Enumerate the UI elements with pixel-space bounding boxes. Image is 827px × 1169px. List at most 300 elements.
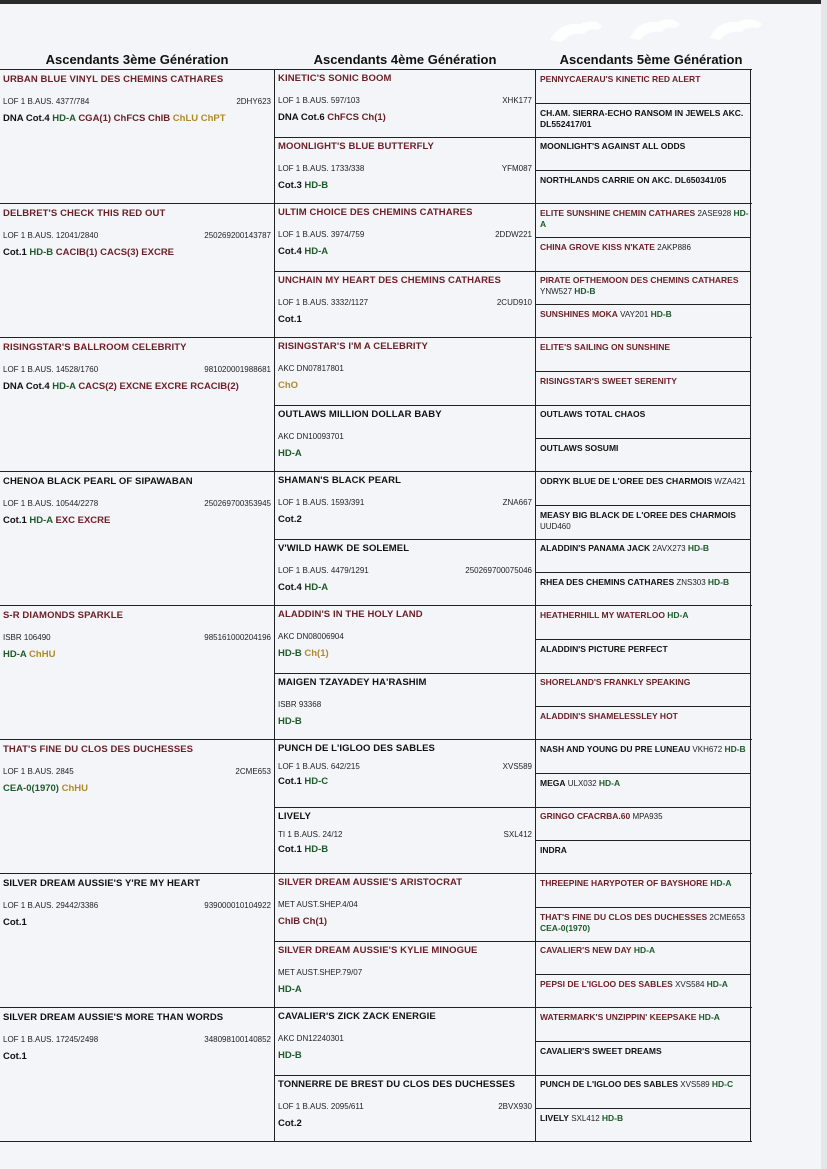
gen4-dam-registration [275,164,535,175]
gen4-sire [275,1008,535,1075]
gen5-entry [536,305,750,320]
gen3-registration-number: LOF 1 B.AUS. 12041/2840 [3,231,99,240]
gen5-ancestor [536,807,750,841]
gen4-sire-registration [275,498,535,509]
gen4-sire-registration [275,364,535,375]
gen4-sire-name: KINETIC'S SONIC BOOM [278,73,392,84]
gen5-health-result: HD-A [598,778,621,788]
gen3-title-segment: Cot.1 [3,917,27,928]
gen4-dam-registration-number: ISBR 93368 [278,700,322,709]
gen5-entry [536,271,750,297]
gen4-sire-titles [275,647,535,661]
gen3-name: CHENOA BLACK PEARL OF SIPAWABAN [3,476,193,487]
gen3-titles [0,112,274,126]
gen5-entry [536,539,750,554]
gen4-column [275,70,536,204]
gen3-id-number: 939000010104922 [204,901,271,910]
gen3-title-segment: ChHU [61,783,88,794]
gen5-entry [536,104,750,130]
gen4-dam-name: LIVELY [278,811,311,822]
gen5-name: ALADDIN'S PANAMA JACK [540,543,651,553]
gen4-dam-name: MAIGEN TZAYADEY HA'RASHIM [278,677,427,688]
gen3-registration-number: LOF 1 B.AUS. 14528/1760 [3,365,99,374]
gen5-name: NORTHLANDS CARRIE ON AKC. DL650341/05 [540,175,727,185]
gen5-ancestor [536,372,750,406]
gen4-dam-titles [275,313,535,327]
gen5-health-result: HD-A [633,945,656,955]
gen5-name: SHORELAND'S FRANKLY SPEAKING [540,677,691,687]
gen4-sire-registration-number: MET AUST.SHEP.4/04 [278,900,358,909]
gen3-name: URBAN BLUE VINYL DES CHEMINS CATHARES [3,74,224,85]
gen5-ancestor [536,707,750,740]
gen5-number: VAY201 [617,310,651,319]
gen3-id-number: 250269200143787 [204,231,271,240]
gen5-entry [536,439,750,454]
gen5-name: HEATHERHILL MY WATERLOO [540,610,665,620]
gen4-sire-name: ULTIM CHOICE DES CHEMINS CATHARES [278,207,473,218]
gen5-ancestor [536,874,750,908]
gen3-id-number: 981020001988681 [204,365,271,374]
gen4-dam-name: UNCHAIN MY HEART DES CHEMINS CATHARES [278,275,501,286]
gen5-name: MOONLIGHT'S AGAINST ALL ODDS [540,141,686,151]
gen4-dam-title-segment: HD-B [304,844,329,855]
gen5-entry [536,740,750,755]
gen4-column [275,204,536,338]
gen4-dam-registration [275,830,535,841]
gen4-dam-id-number: 2BVX930 [498,1102,532,1111]
gen5-number: UUD460 [540,522,571,531]
gen5-number: MPA935 [630,812,663,821]
gen4-sire-id-number: XVS589 [502,762,532,771]
gen3-name: SILVER DREAM AUSSIE'S Y'RE MY HEART [3,878,201,889]
gen3-titles [0,246,274,260]
gen4-dam [275,405,535,473]
gen5-ancestor [536,104,750,138]
gen5-number: VKH672 [690,745,725,754]
gen4-sire-titles [275,775,535,789]
gen4-sire-registration [275,762,535,773]
gen4-dam-titles [275,447,535,461]
gen3-name: THAT'S FINE DU CLOS DES DUCHESSES [3,744,194,755]
gen3-title-segment: HD-A [52,381,79,392]
gen4-sire-registration [275,230,535,241]
gen4-sire-registration-number: LOF 1 B.AUS. 3974/759 [278,230,365,239]
gen5-ancestor [536,975,750,1008]
gen4-sire-titles [275,379,535,393]
gen3-title-segment: CGA(1) ChFCS ChIB [78,113,173,124]
gen3-ancestor [0,606,275,740]
gen3-title-segment: Cot.1 [3,1051,27,1062]
gen5-column [536,70,751,204]
gen4-dam-title-segment: HD-A [278,984,302,995]
gen3-ancestor [0,874,275,1008]
gen5-ancestor [536,70,750,104]
gen3-registration [0,633,274,644]
gen4-dam-title-segment: Cot.1 [278,314,302,325]
gen5-name: CAVALIER'S NEW DAY [540,945,632,955]
gen3-ancestor [0,204,275,338]
gen5-ancestor [536,740,750,774]
gen3-title-segment: HD-A [52,113,79,124]
gen5-name: PIRATE OFTHEMOON DES CHEMINS CATHARES [540,275,739,285]
gen5-number: XVS584 [672,980,707,989]
gen4-sire-title-segment: Cot.1 [278,776,305,787]
gen4-column [275,874,536,1008]
gen5-health-result: HD-A [667,610,689,620]
gen4-dam-registration [275,1102,535,1113]
gen4-dam-name: TONNERRE DE BREST DU CLOS DES DUCHESSES [278,1079,516,1090]
gen4-dam-id-number: YFM087 [501,164,532,173]
gen4-sire-name: SHAMAN'S BLACK PEARL [278,475,402,486]
gen3-id-number: 2DHY623 [236,97,271,106]
pedigree-block [0,69,752,204]
gen5-entry [536,238,750,253]
gen5-ancestor [536,1109,750,1142]
pedigree-block [0,605,752,740]
gen5-entry [536,372,750,387]
gen5-ancestor [536,841,750,874]
gen3-registration-number: LOF 1 B.AUS. 29442/3386 [3,901,99,910]
gen5-health-result: HD-B [574,286,596,296]
gen5-ancestor [536,405,750,439]
gen3-id-number: 985161000204196 [204,633,271,642]
gen5-ancestor [536,640,750,674]
gen4-sire-id-number: ZNA667 [502,498,532,507]
gen5-ancestor [536,1042,750,1076]
pedigree-block [0,873,752,1008]
gen4-sire-titles [275,245,535,259]
gen3-title-segment: EXC EXCRE [55,515,111,526]
gen4-sire-registration [275,96,535,107]
gen5-health-result: HD-B [707,577,730,587]
gen5-name: WATERMARK'S UNZIPPIN' KEEPSAKE [540,1012,697,1022]
gen4-sire-name: SILVER DREAM AUSSIE'S ARISTOCRAT [278,877,463,888]
gen4-dam-titles [275,983,535,997]
gen5-column [536,606,751,740]
gen5-entry [536,908,750,934]
pedigree-block [0,337,752,472]
gen4-dam-title-segment: HD-B [304,180,329,191]
gen4-dam-titles [275,1117,535,1131]
gen5-name: CHINA GROVE KISS N'KATE [540,242,655,252]
gen4-sire-title-segment: HD-C [304,776,329,787]
gen4-dam-id-number: 250269700075046 [465,566,532,575]
gen5-entry [536,673,750,688]
gen5-name: CAVALIER'S SWEET DREAMS [540,1046,662,1056]
gen5-health-result: HD-B [601,1113,624,1123]
page-edge [821,0,827,1169]
gen3-registration-number: LOF 1 B.AUS. 17245/2498 [3,1035,99,1044]
gen3-registration-number: LOF 1 B.AUS. 4377/784 [3,97,90,106]
gen4-dam-registration-number: LOF 1 B.AUS. 1733/338 [278,164,365,173]
gen4-column [275,472,536,606]
gen4-sire-registration [275,632,535,643]
bottom-border [0,1141,752,1142]
gen4-dam-registration-number: TI 1 B.AUS. 24/12 [278,830,343,839]
gen5-name: THAT'S FINE DU CLOS DES DUCHESSES [540,912,708,922]
gen3-ancestor [0,1008,275,1142]
gen3-title-segment: HD-A [29,515,56,526]
gen5-name: MEASY BIG BLACK DE L'OREE DES CHARMOIS [540,510,736,520]
gen4-sire-name: PUNCH DE L'IGLOO DES SABLES [278,743,435,754]
gen5-name: THREEPINE HARYPOTER OF BAYSHORE [540,878,708,888]
gen3-name: SILVER DREAM AUSSIE'S MORE THAN WORDS [3,1012,224,1023]
gen5-name: OUTLAWS SOSUMI [540,443,619,453]
pedigree-block [0,471,752,606]
gen5-ancestor [536,573,750,606]
gen3-registration-number: LOF 1 B.AUS. 10544/2278 [3,499,99,508]
gen4-sire-title-segment: Ch(1) [304,648,329,659]
gen5-name: ODRYK BLUE DE L'OREE DES CHARMOIS [540,476,713,486]
gen5-entry [536,1075,750,1090]
header-gen3: Ascendants 3ème Génération [45,52,229,67]
header-gen4: Ascendants 4ème Génération [313,52,497,67]
gen5-name: RHEA DES CHEMINS CATHARES [540,577,675,587]
gen5-name: ALADDIN'S SHAMELESSLEY HOT [540,711,678,721]
dog-logo-watermark [540,8,780,48]
gen5-name: ELITE'S SAILING ON SUNSHINE [540,342,671,352]
gen4-dam [275,941,535,1009]
gen5-ancestor [536,1008,750,1042]
gen5-column [536,338,751,472]
gen5-ancestor [536,171,750,204]
gen5-ancestor [536,673,750,707]
gen4-dam-registration-number: LOF 1 B.AUS. 2095/611 [278,1102,364,1111]
gen5-entry [536,606,750,621]
gen3-id-number: 348098100140852 [204,1035,271,1044]
gen4-dam-id-number: 2CUD910 [496,298,532,307]
gen5-name: MEGA [540,778,566,788]
gen5-number: 2AKP886 [654,243,691,252]
gen4-dam-titles [275,581,535,595]
gen5-entry [536,774,750,789]
gen4-sire-titles [275,915,535,929]
gen4-sire-title-segment: ChO [278,380,299,391]
gen3-ancestor [0,70,275,204]
gen5-entry [536,1008,750,1023]
pedigree-block [0,1007,752,1142]
gen4-dam-title-segment: Cot.3 [278,180,305,191]
gen5-column [536,1008,751,1142]
gen4-dam-registration-number: LOF 1 B.AUS. 4479/1291 [278,566,369,575]
gen5-entry [536,405,750,420]
gen5-entry [536,1042,750,1057]
gen5-ancestor [536,941,750,975]
gen4-dam-titles [275,843,535,857]
gen3-registration-number: ISBR 106490 [3,633,51,642]
gen5-number: 2AVX273 [650,544,688,553]
gen4-sire-registration [275,1034,535,1045]
gen5-name: PEPSI DE L'IGLOO DES SABLES [540,979,673,989]
gen5-entry [536,338,750,353]
gen5-name: NASH AND YOUNG DU PRE LUNEAU [540,744,691,754]
gen5-name: PENNYCAERAU'S KINETIC RED ALERT [540,74,701,84]
gen5-name: OUTLAWS TOTAL CHAOS [540,409,646,419]
gen5-ancestor [536,1075,750,1109]
gen5-name: GRINGO CFACRBA.60 [540,811,631,821]
gen3-id-number: 2CME653 [235,767,271,776]
gen5-entry [536,171,750,186]
gen4-dam-title-segment: Cot.1 [278,844,305,855]
gen4-sire-registration [275,900,535,911]
gen5-ancestor [536,305,750,338]
gen5-number: ULX032 [565,779,599,788]
gen4-sire-id-number: XHK177 [502,96,532,105]
gen4-sire [275,740,535,807]
gen5-number: WZA421 [712,477,746,486]
gen5-entry [536,707,750,722]
gen5-entry [536,70,750,85]
gen4-dam-titles [275,715,535,729]
gen3-name: S-R DIAMONDS SPARKLE [3,610,124,621]
gen4-dam [275,539,535,607]
gen4-dam-title-segment: HD-A [304,582,329,593]
gen4-sire-title-segment: HD-B [278,648,305,659]
gen3-registration [0,499,274,510]
gen4-dam [275,1075,535,1143]
gen5-entry [536,137,750,152]
gen4-sire-name: ALADDIN'S IN THE HOLY LAND [278,609,423,620]
gen5-column [536,204,751,338]
gen4-dam-registration-number: MET AUST.SHEP.79/07 [278,968,363,977]
gen5-entry [536,204,750,230]
gen3-title-segment: ChLU ChPT [172,113,226,124]
gen5-name: LIVELY [540,1113,569,1123]
gen5-ancestor [536,908,750,942]
gen4-sire-name: CAVALIER'S ZICK ZACK ENERGIE [278,1011,436,1022]
gen4-sire [275,204,535,271]
gen5-health-result: HD-A [540,208,749,229]
gen4-dam-registration-number: AKC DN10093701 [278,432,344,441]
gen3-name: RISINGSTAR'S BALLROOM CELEBRITY [3,342,187,353]
pedigree-block [0,203,752,338]
gen4-sire [275,70,535,137]
gen5-entry [536,941,750,956]
gen4-sire-title-segment: ChIB Ch(1) [278,916,328,927]
gen4-column [275,338,536,472]
gen4-sire-registration-number: AKC DN07817801 [278,364,344,373]
gen5-entry [536,1109,750,1124]
gen5-entry [536,472,750,487]
gen4-sire-name: RISINGSTAR'S I'M A CELEBRITY [278,341,428,352]
gen3-id-number: 250269700353945 [204,499,271,508]
gen5-ancestor [536,506,750,540]
gen3-title-segment: CEA-0(1970) [3,783,62,794]
gen5-health-result: CEA-0(1970) [540,923,591,933]
gen4-sire-id-number: 2DDW221 [495,230,532,239]
gen3-titles [0,916,274,930]
gen4-dam-title-segment: HD-A [278,448,302,459]
gen5-entry [536,841,750,856]
gen3-ancestor [0,472,275,606]
gen5-name: INDRA [540,845,567,855]
gen5-entry [536,573,750,588]
gen5-column [536,740,751,874]
gen4-dam-registration [275,298,535,309]
gen3-registration [0,365,274,376]
gen5-number: YNW527 [540,287,575,296]
gen3-titles [0,782,274,796]
gen5-number: 2CME653 [707,913,745,922]
gen4-sire [275,874,535,941]
gen3-registration [0,1035,274,1046]
gen3-titles [0,1050,274,1064]
gen4-column [275,1008,536,1142]
gen5-number: ZNS303 [674,578,708,587]
gen5-entry [536,807,750,822]
gen5-ancestor [536,606,750,640]
gen5-column [536,472,751,606]
gen4-sire [275,338,535,405]
gen5-name: RISINGSTAR'S SWEET SERENITY [540,376,677,386]
gen5-number: XVS589 [678,1080,712,1089]
gen4-dam-name: OUTLAWS MILLION DOLLAR BABY [278,409,442,420]
gen4-dam-registration [275,566,535,577]
gen3-title-segment: CACS(2) EXCNE EXCRE RCACIB(2) [78,381,239,392]
gen4-dam [275,137,535,205]
gen5-health-result: HD-B [724,744,746,754]
gen3-title-segment: HD-A [3,649,30,660]
gen5-entry [536,640,750,655]
gen4-sire-title-segment: HD-A [304,246,329,257]
gen3-title-segment: Cot.1 [3,247,30,258]
pedigree-grid [0,69,752,1141]
gen3-registration [0,97,274,108]
gen5-name: ELITE SUNSHINE CHEMIN CATHARES [540,208,696,218]
gen5-health-result: HD-A [698,1012,720,1022]
gen5-ancestor [536,439,750,472]
gen5-name: CH.AM. SIERRA-ECHO RANSOM IN JEWELS AKC. DL552417/01 [540,108,744,129]
gen5-health-result: HD-A [710,878,732,888]
gen4-dam-name: V'WILD HAWK DE SOLEMEL [278,543,410,554]
header-gen5: Ascendants 5ème Génération [559,52,743,67]
gen5-name: ALADDIN'S PICTURE PERFECT [540,644,668,654]
gen4-sire-registration-number: LOF 1 B.AUS. 1593/391 [278,498,365,507]
gen3-ancestor [0,338,275,472]
gen3-ancestor [0,740,275,874]
gen3-title-segment: HD-B [29,247,56,258]
gen4-dam-title-segment: Cot.2 [278,1118,302,1129]
gen4-dam-registration-number: LOF 1 B.AUS. 3332/1127 [278,298,369,307]
gen3-title-segment: DNA Cot.4 [3,381,53,392]
gen4-sire-registration-number: AKC DN12240301 [278,1034,344,1043]
gen5-health-result: HD-B [687,543,710,553]
gen4-sire-titles [275,513,535,527]
gen4-dam-registration [275,700,535,711]
gen5-health-result: HD-A [706,979,728,989]
gen4-column [275,740,536,874]
gen5-ancestor [536,204,750,238]
gen4-dam-name: MOONLIGHT'S BLUE BUTTERFLY [278,141,434,152]
gen4-sire-titles [275,111,535,125]
gen5-name: PUNCH DE L'IGLOO DES SABLES [540,1079,679,1089]
gen3-registration [0,767,274,778]
gen5-ancestor [536,271,750,305]
gen3-registration [0,901,274,912]
gen4-sire-title-segment: Cot.4 [278,246,305,257]
gen3-registration-number: LOF 1 B.AUS. 2845 [3,767,74,776]
gen5-ancestor [536,137,750,171]
gen5-number: 2ASE928 [695,209,734,218]
gen5-column [536,874,751,1008]
gen5-ancestor [536,472,750,506]
gen3-title-segment: DNA Cot.4 [3,113,53,124]
gen3-titles [0,648,274,662]
gen5-health-result: HD-B [650,309,672,319]
gen4-sire-registration-number: LOF 1 B.AUS. 642/215 [278,762,360,771]
gen4-sire-registration-number: AKC DN08006904 [278,632,344,641]
gen3-title-segment: CACIB(1) CACS(3) EXCRE [55,247,175,258]
